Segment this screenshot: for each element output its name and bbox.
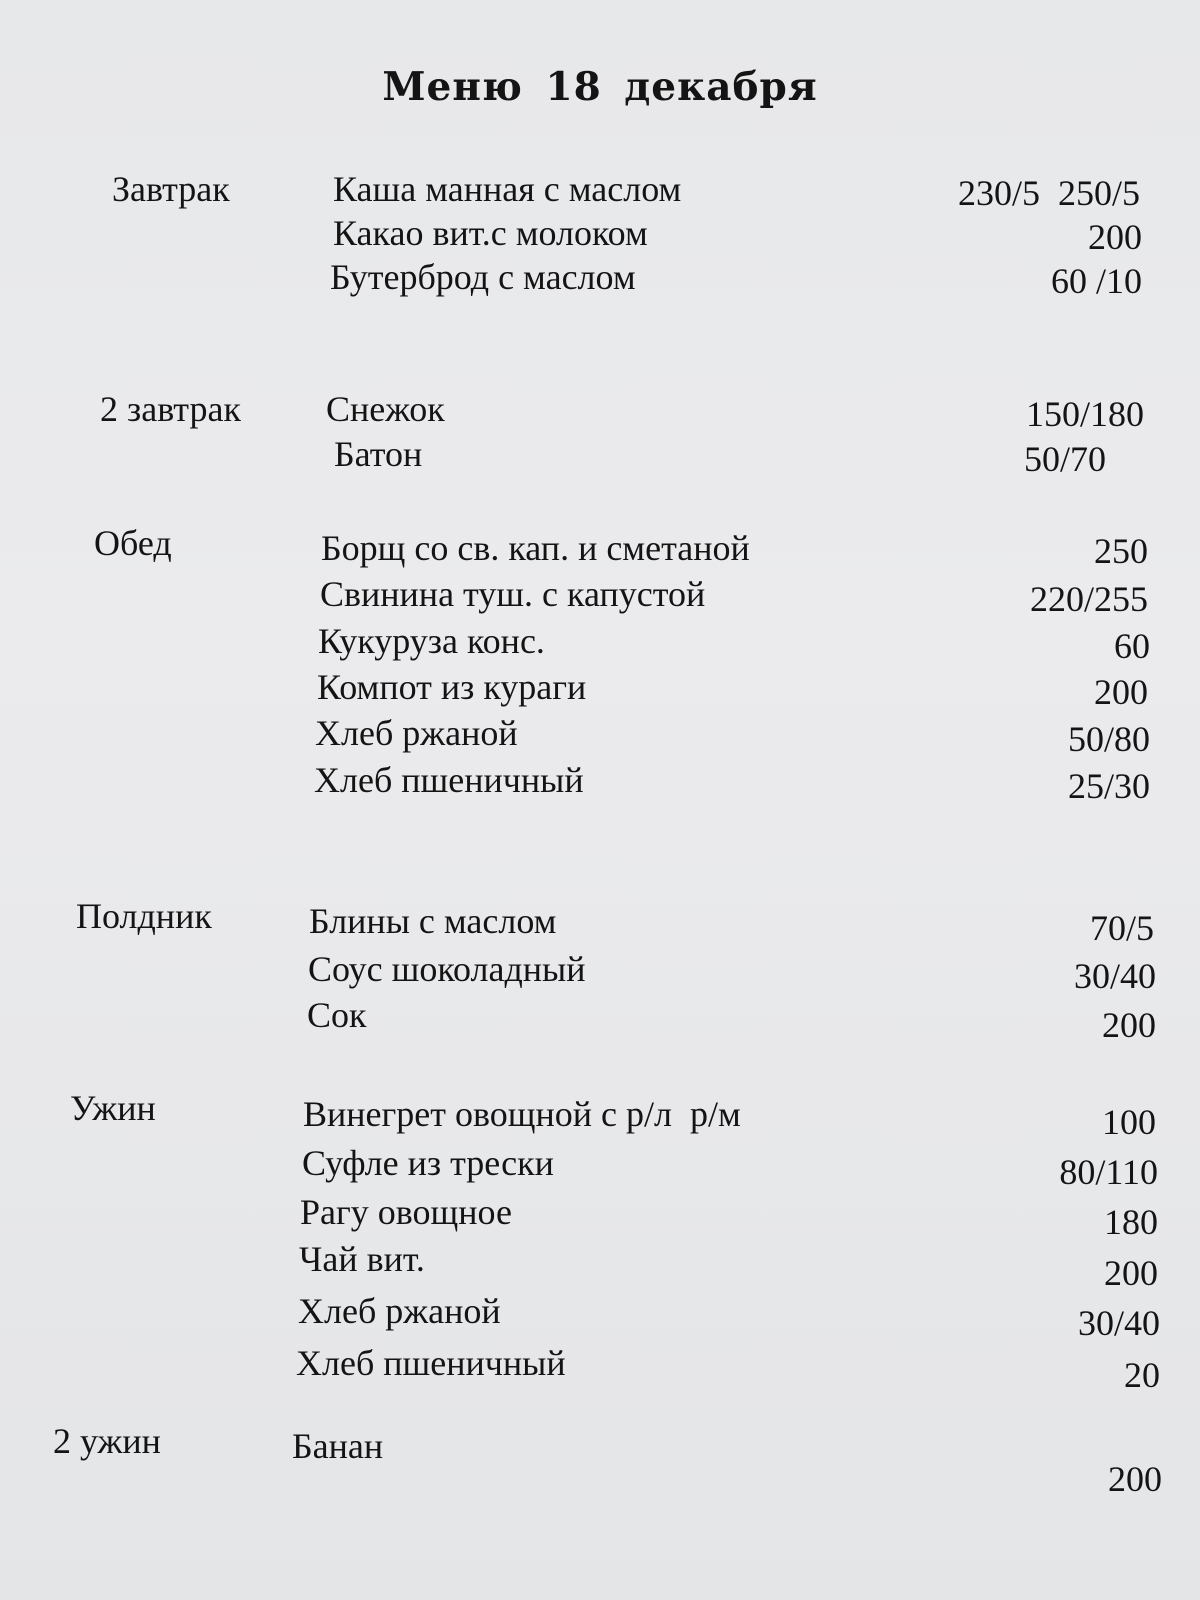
- dish-name: Кукуруза конс.: [318, 621, 545, 661]
- meal-label-dinner: Ужин: [70, 1088, 156, 1128]
- dish-name: Какао вит.с молоком: [333, 213, 648, 253]
- meal-label-second-dinner: 2 ужин: [53, 1421, 161, 1461]
- dish-name: Снежок: [326, 389, 445, 429]
- dish-name: Винегрет овощной с р/л р/м: [303, 1094, 741, 1134]
- dish-portion: 60: [1114, 626, 1150, 666]
- dish-portion: 200: [1088, 217, 1142, 257]
- dish-portion: 150/180: [1025, 394, 1144, 434]
- meal-label-breakfast: Завтрак: [112, 169, 230, 209]
- dish-portion: 30/40: [1073, 956, 1156, 996]
- meal-label-afternoon-snack: Полдник: [76, 896, 212, 936]
- dish-name: Чай вит.: [299, 1239, 425, 1279]
- dish-name: Рагу овощное: [300, 1192, 512, 1232]
- dish-name: Хлеб пшеничный: [296, 1343, 566, 1383]
- dish-portion: 250: [1094, 531, 1148, 571]
- dish-name: Батон: [334, 434, 423, 474]
- dish-name: Каша манная с маслом: [333, 169, 682, 209]
- meal-label-lunch: Обед: [94, 523, 172, 563]
- dish-portion: 200: [1104, 1253, 1158, 1293]
- dish-portion: 200: [1094, 672, 1148, 712]
- dish-portion: 80/110: [1059, 1152, 1158, 1192]
- dish-portion: 50/80: [1067, 719, 1150, 759]
- dish-name: Хлеб ржаной: [298, 1291, 501, 1331]
- dish-portion: 30/40: [1077, 1303, 1160, 1343]
- dish-portion: 180: [1104, 1202, 1158, 1242]
- dish-name: Блины с маслом: [309, 901, 557, 941]
- dish-portion: 70/5: [1089, 908, 1154, 948]
- dish-name: Хлеб пшеничный: [314, 760, 584, 800]
- page-title: Меню 18 декабря: [382, 64, 818, 110]
- meal-label-second-breakfast: 2 завтрак: [100, 389, 241, 429]
- dish-portion: 60 /10: [1050, 261, 1142, 301]
- dish-portion: 25/30: [1067, 766, 1150, 806]
- dish-name: Компот из кураги: [317, 667, 587, 707]
- dish-portion: 220/255: [1029, 579, 1148, 619]
- dish-name: Суфле из трески: [302, 1143, 554, 1183]
- dish-portion: 20: [1124, 1355, 1160, 1395]
- dish-portion: 50/70: [1023, 439, 1106, 479]
- dish-name: Соус шоколадный: [308, 949, 586, 989]
- dish-portion: 230/5 250/5: [957, 173, 1140, 213]
- dish-portion: 200: [1102, 1005, 1156, 1045]
- dish-name: Свинина туш. с капустой: [320, 574, 706, 614]
- dish-name: Бутерброд с маслом: [330, 257, 636, 297]
- dish-portion: 200: [1108, 1459, 1162, 1499]
- dish-name: Банан: [292, 1426, 384, 1466]
- dish-name: Сок: [307, 995, 367, 1035]
- dish-name: Борщ со св. кап. и сметаной: [321, 528, 750, 568]
- dish-portion: 100: [1102, 1102, 1156, 1142]
- dish-name: Хлеб ржаной: [315, 713, 518, 753]
